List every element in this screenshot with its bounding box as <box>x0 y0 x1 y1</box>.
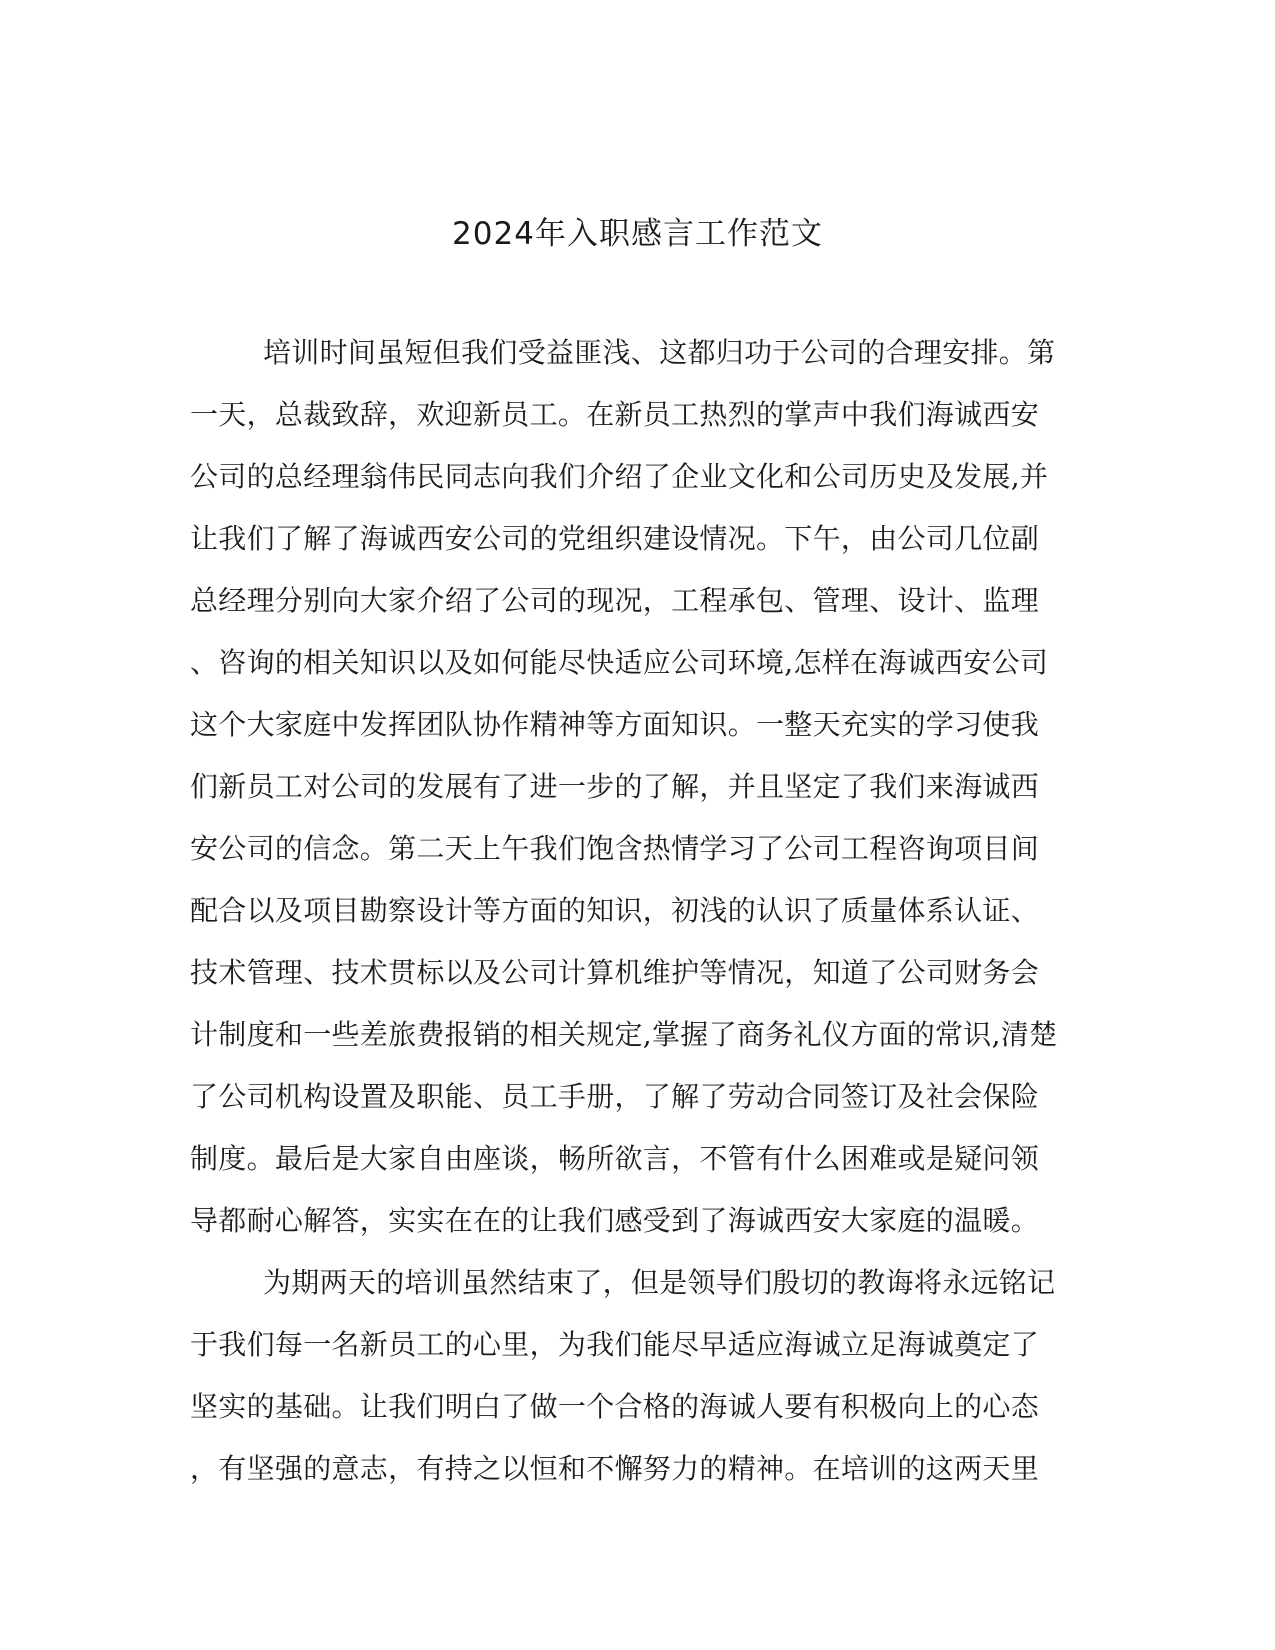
body-line: 技术管理、技术贯标以及公司计算机维护等情况，知道了公司财务会 <box>190 956 1040 989</box>
body-line: 安公司的信念。第二天上午我们饱含热情学习了公司工程咨询项目间 <box>190 832 1040 865</box>
document-title: 2024年入职感言工作范文 <box>452 216 823 252</box>
body-line: 这个大家庭中发挥团队协作精神等方面知识。一整天充实的学习使我 <box>190 708 1040 741</box>
body-line: 公司的总经理翁伟民同志向我们介绍了企业文化和公司历史及发展,并 <box>190 460 1049 493</box>
body-line: 了公司机构设置及职能、员工手册，了解了劳动合同签订及社会保险 <box>190 1080 1040 1113</box>
body-line: 为期两天的培训虽然结束了，但是领导们殷切的教诲将永远铭记 <box>263 1266 1056 1299</box>
body-line: 总经理分别向大家介绍了公司的现况，工程承包、管理、设计、监理 <box>190 584 1040 617</box>
document-body <box>190 330 1090 1508</box>
body-line: 、咨询的相关知识以及如何能尽快适应公司环境,怎样在海诚西安公司 <box>190 646 1049 679</box>
body-line: ，有坚强的意志，有持之以恒和不懈努力的精神。在培训的这两天里 <box>190 1452 1040 1485</box>
body-line: 导都耐心解答，实实在在的让我们感受到了海诚西安大家庭的温暖。 <box>190 1204 1040 1237</box>
body-line: 配合以及项目勘察设计等方面的知识，初浅的认识了质量体系认证、 <box>190 894 1040 927</box>
body-line: 于我们每一名新员工的心里，为我们能尽早适应海诚立足海诚奠定了 <box>190 1328 1040 1361</box>
body-line: 们新员工对公司的发展有了进一步的了解，并且坚定了我们来海诚西 <box>190 770 1040 803</box>
body-line: 计制度和一些差旅费报销的相关规定,掌握了商务礼仪方面的常识,清楚 <box>190 1018 1058 1051</box>
body-line: 制度。最后是大家自由座谈，畅所欲言，不管有什么困难或是疑问领 <box>190 1142 1040 1175</box>
body-line: 让我们了解了海诚西安公司的党组织建设情况。下午，由公司几位副 <box>190 522 1040 555</box>
body-line: 培训时间虽短但我们受益匪浅、这都归功于公司的合理安排。第 <box>263 336 1056 369</box>
body-line: 坚实的基础。让我们明白了做一个合格的海诚人要有积极向上的心态 <box>190 1390 1040 1423</box>
body-line: 一天，总裁致辞，欢迎新员工。在新员工热烈的掌声中我们海诚西安 <box>190 398 1040 431</box>
